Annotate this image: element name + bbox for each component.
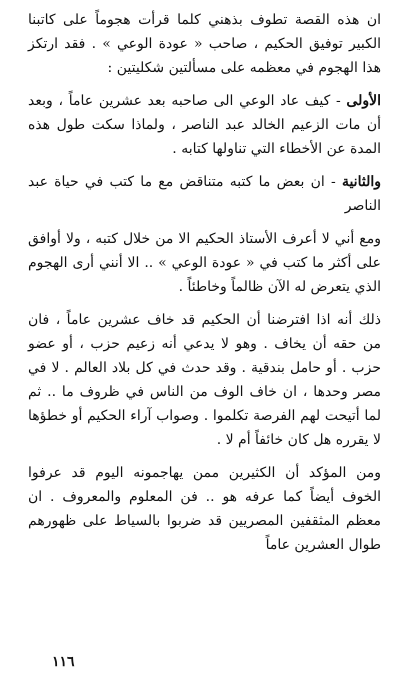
- paragraph-first-point: [28, 89, 381, 161]
- paragraph-gap: [28, 80, 381, 89]
- page-number: ١١٦: [52, 654, 75, 670]
- body-text: [28, 8, 381, 557]
- paragraph-gap: [28, 452, 381, 461]
- paragraph-second-point-text: - ان بعض ما كتبه متناقض مع ما كتب في حياة عبد الناصر: [28, 174, 381, 214]
- paragraph-intro-text: ان هذه القصة تطوف بذهني كلما قرأت هجوماً على كاتبنا الكبير توفيق الحكيم ، صاحب « عودة الوعي » . فقد ارتكز هذا الهجوم في معظمه على مسألتين شكليتين :: [28, 12, 381, 76]
- paragraph-critics-text: ومن المؤكد أن الكثيرين ممن يهاجمونه اليوم قد عرفوا الخوف أيضاً كما عرفه هو .. فن المعلوم والمعروف . ان معظم المثقفين المصريين قد ضربوا بالسياط على ظهورهم طوال العشرين عاماً: [28, 465, 381, 553]
- paragraph-first-point-lead: الأولى: [346, 93, 381, 109]
- paragraph-second-point: [28, 170, 381, 218]
- paragraph-critics: [28, 461, 381, 557]
- paragraph-gap: [28, 161, 381, 170]
- paragraph-opinion-text: ومع أني لا أعرف الأستاذ الحكيم الا من خلال كتبه ، ولا أوافق على أكثر ما كتب في « عودة الوعي » .. الا أنني أرى الهجوم الذي يتعرض له الآن ظالماً وخاطئاً .: [28, 231, 381, 295]
- paragraph-intro: [28, 8, 381, 80]
- paragraph-opinion: [28, 227, 381, 299]
- paragraph-fear-text: ذلك أنه اذا افترضنا أن الحكيم قد خاف عشرين عاماً ، فان من حقه أن يخاف . وهو لا يدعي أنه زعيم حزب ، أو عضو حزب . أو حامل بندقية . وقد حدث في كل بلاد العالم . لا في مصر وحدها ، ان خاف الوف من الناس في ظروف ما .. ثم لما أتيحت لهم الفرصة تكلموا . وصواب آراء الحكيم أو خطؤها لا يقرره هل كان خائفاً أم لا .: [28, 312, 381, 448]
- paragraph-gap: [28, 218, 381, 227]
- paragraph-first-point-text: - كيف عاد الوعي الى صاحبه بعد عشرين عاماً ، وبعد أن مات الزعيم الخالد عبد الناصر ، ولماذا سكت طول هذه المدة عن الأخطاء التي تناولها كتابه .: [28, 93, 381, 157]
- paragraph-second-point-lead: والثانية: [341, 174, 381, 190]
- paragraph-gap: [28, 299, 381, 308]
- paragraph-fear: [28, 308, 381, 452]
